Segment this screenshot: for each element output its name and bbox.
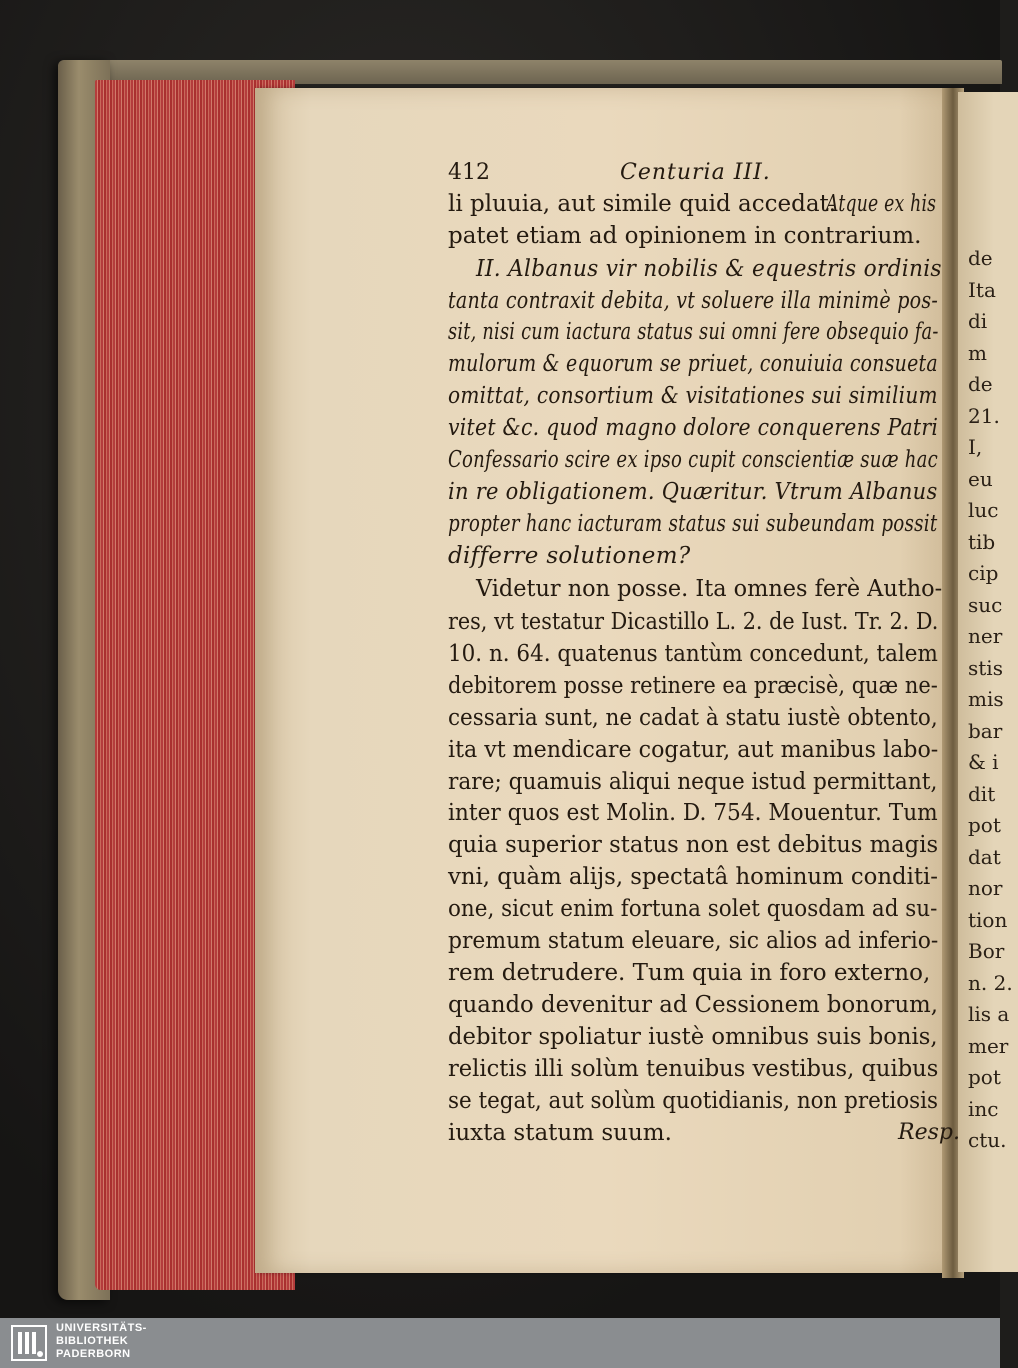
text-line: premum statum eleuare, sic alios ad inferio- — [448, 928, 939, 954]
right-page-fragment: tib — [968, 529, 996, 554]
text-line: cessaria sunt, ne cadat à statu iustè obtento, — [448, 705, 938, 731]
library-name-line-1: UNIVERSITÄTS- — [56, 1322, 147, 1334]
right-page-fragment: tion — [968, 907, 1008, 932]
right-page-fragment: suc — [968, 592, 1003, 617]
right-page-fragment: eu — [968, 466, 993, 491]
right-page-fragment: I, — [968, 435, 983, 459]
right-page-fragment: 21. — [968, 403, 1000, 428]
text-line: res, vt testatur Dicastillo L. 2. de Iust. Tr. 2. D. — [448, 609, 939, 635]
text-line: patet etiam ad opinionem in contrarium. — [448, 223, 922, 249]
page-number: 412 — [448, 160, 490, 185]
text-line: quando devenitur ad Cessionem bonorum, — [448, 992, 938, 1018]
right-page-fragment: luc — [968, 498, 999, 522]
library-footer — [0, 1318, 1000, 1368]
right-page-fragment: Ita — [968, 277, 996, 302]
right-page-fragment: cip — [968, 561, 999, 585]
right-page-fragment: di — [968, 309, 988, 333]
right-page-fragment: de — [968, 372, 993, 396]
right-page-fragment: mer — [968, 1033, 1009, 1058]
text-line: one, sicut enim fortuna solet quosdam ad su- — [448, 896, 938, 922]
text-line: se tegat, aut solùm quotidianis, non pretiosis — [448, 1088, 939, 1114]
text-line: Videtur non posse. Ita omnes ferè Autho- — [476, 576, 943, 602]
running-title: Centuria III. — [620, 160, 771, 185]
text-line: sit, nisi cum iactura status sui omni fere obsequio fa- — [448, 319, 939, 345]
right-page-fragment: ctu. — [968, 1128, 1007, 1152]
text-line: 10. n. 64. quatenus tantùm concedunt, talem — [448, 641, 938, 667]
right-page-fragment: pot — [968, 813, 1001, 837]
text-line: vitet &c. quod magno dolore conquerens Patri — [448, 415, 939, 441]
right-page-fragment: mis — [968, 687, 1004, 711]
text-line: differre solutionem? — [448, 543, 691, 569]
text-line: ita vt mendicare cogatur, aut manibus labo- — [448, 737, 939, 763]
right-page-fragment: pot — [968, 1065, 1001, 1089]
right-page-fragment: dit — [968, 781, 996, 806]
right-page-fragment: dat — [968, 844, 1001, 869]
right-page-fragment: Bor — [968, 939, 1005, 963]
text-line: tanta contraxit debita, vt soluere illa minimè pos- — [448, 288, 939, 314]
text-line: omittat, consortium & visitationes sui similium — [448, 383, 938, 409]
library-name-line-2: BIBLIOTHEK — [56, 1335, 129, 1347]
right-page-fragment: nor — [968, 876, 1003, 900]
library-name-line-3: PADERBORN — [56, 1348, 131, 1360]
text-line: in re obligationem. Quæritur. Vtrum Albanus — [448, 479, 938, 505]
text-line: rem detrudere. Tum quia in foro externo, — [448, 960, 931, 986]
right-page-fragment: stis — [968, 655, 1003, 680]
right-page-fragment: de — [968, 246, 993, 270]
library-logo-icon — [10, 1324, 48, 1362]
text-line: debitorem posse retinere ea præcisè, quæ ne- — [448, 673, 938, 699]
right-page-fragment: inc — [968, 1096, 999, 1121]
right-page-fragment: ner — [968, 624, 1003, 648]
text-line: inter quos est Molin. D. 754. Mouentur. Tum — [448, 800, 938, 826]
right-page-fragment: lis a — [968, 1002, 1010, 1026]
text-line: rare; quamuis aliqui neque istud permittant, — [448, 769, 938, 795]
right-page-fragment: m — [968, 340, 987, 365]
right-page-fragment: bar — [968, 718, 1003, 743]
right-page-fragment: n. 2. — [968, 970, 1013, 995]
text-line: vni, quàm alijs, spectatâ hominum conditi- — [448, 864, 939, 890]
text-line: relictis illi solùm tenuibus vestibus, quibus — [448, 1056, 939, 1082]
text-line-tail: Atque ex his — [826, 191, 937, 217]
text-line: mulorum & equorum se priuet, conuiuia consueta — [448, 351, 938, 377]
catchword: Resp. — [898, 1120, 960, 1145]
text-line: quia superior status non est debitus magis — [448, 832, 939, 858]
library-name — [56, 1322, 147, 1361]
text-line: li pluuia, aut simile quid accedat. — [448, 191, 837, 217]
text-line: Confessario scire ex ipso cupit conscientiæ suæ hac — [448, 447, 939, 473]
text-line: II. Albanus vir nobilis & equestris ordinis — [476, 256, 942, 282]
right-page-fragment: & i — [968, 750, 999, 774]
text-line: iuxta statum suum. — [448, 1120, 672, 1146]
text-line: debitor spoliatur iustè omnibus suis bonis, — [448, 1024, 938, 1050]
text-line: propter hanc iacturam status sui subeundam possit — [448, 511, 938, 537]
